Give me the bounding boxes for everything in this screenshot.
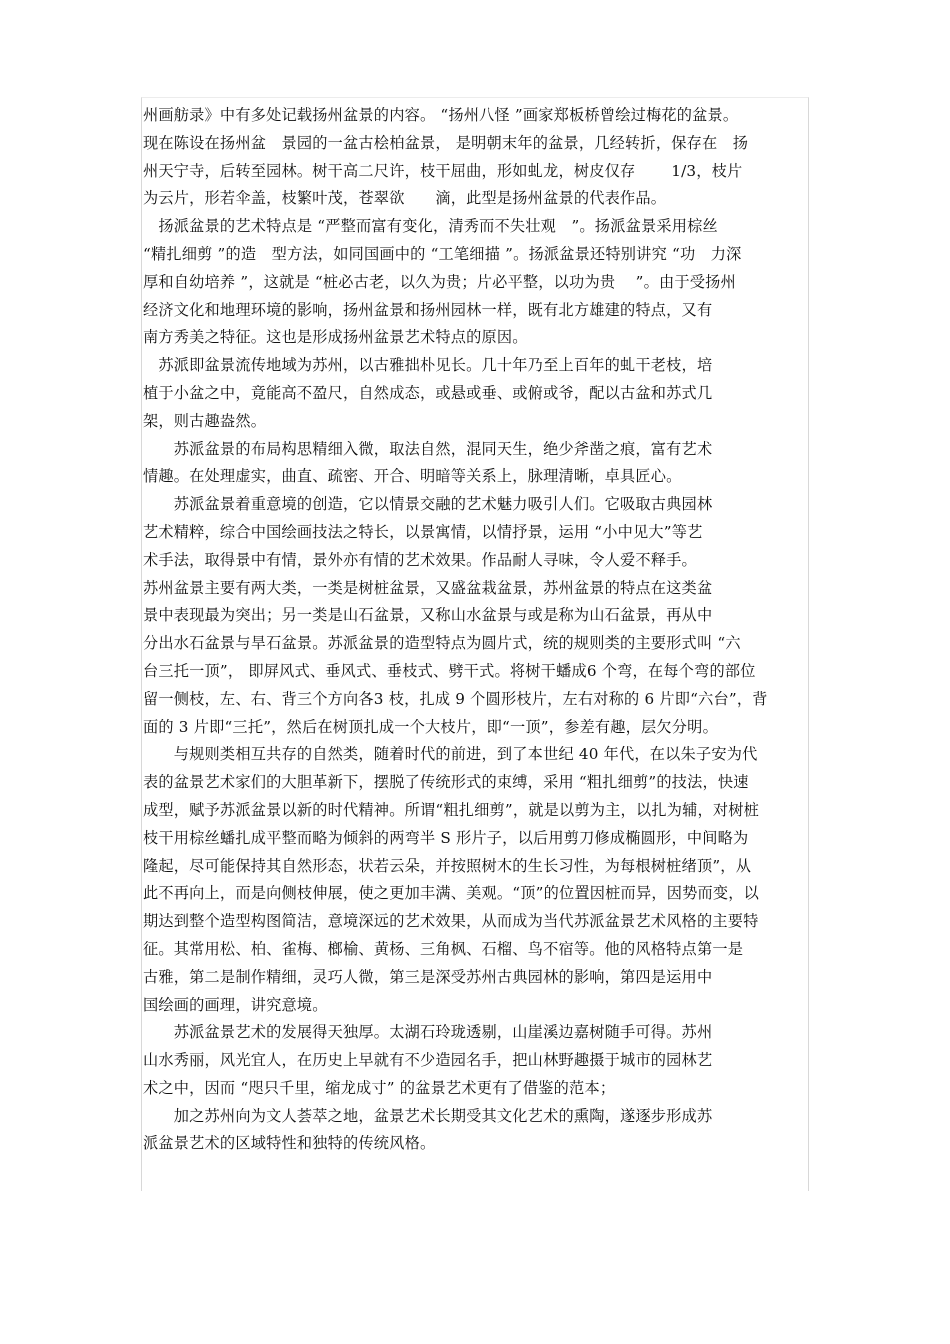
text-line: 苏派即盆景流传地域为苏州，以古雅拙朴见长。几十年乃至上百年的虬干老枝，培 [143,356,713,375]
text-line: 经济文化和地理环境的影响，扬州盆景和扬州园林一样，既有北方雄建的特点，又有 [143,300,713,319]
text-line: 表的盆景艺术家们的大胆革新下，摆脱了传统形式的束缚，采用 “粗扎细剪”的技法，快速 [143,773,749,792]
text-line: 南方秀美之特征。这也是形成扬州盆景艺术特点的原因。 [143,328,528,347]
text-line: 州画舫录》中有多处记载扬州盆景的内容。 “扬州八怪 ”画家郑板桥曾绘过梅花的盆景。 [143,106,739,124]
text-line: 山水秀丽，风光宜人，在历史上早就有不少造园名手，把山林野趣摄于城市的园林艺 [143,1051,713,1070]
text-line: 为云片，形若伞盖，枝繁叶茂，苍翠欲 滴，此型是扬州盆景的代表作品。 [143,189,667,208]
text-line: 加之苏州向为文人荟萃之地，盆景艺术长期受其文化艺术的熏陶，遂逐步形成苏 [143,1106,713,1125]
text-line: 苏州盆景主要有两大类，一类是树桩盆景，又盛盆栽盆景，苏州盆景的特点在这类盆 [143,578,713,597]
text-line: 架，则古趣盎然。 [143,411,267,430]
text-line: 成型，赋予苏派盆景以新的时代精神。所谓“粗扎细剪”，就是以剪为主，以扎为辅，对树桩 [143,800,760,819]
text-line: 征。其常用松、柏、雀梅、榔榆、黄杨、三角枫、石榴、鸟不宿等。他的风格特点第一是 [143,939,744,958]
text-line: 期达到整个造型构图简洁，意境深远的艺术效果，从而成为当代苏派盆景艺术风格的主要特 [143,912,759,931]
text-line: 枝干用棕丝蟠扎成平整而略为倾斜的两弯半 S 形片子，以后用剪刀修成椭圆形，中间略为 [143,828,749,847]
text-line: 与规则类相互共存的自然类，随着时代的前进，到了本世纪 40 年代，在以朱子安为代 [143,745,758,764]
document-body [143,102,807,1158]
text-line: 留一侧枝，左、右、背三个方向各3 枝，扎成 9 个圆形枝片，左右对称的 6 片即“六台”，背 [143,689,768,708]
text-line: 景中表现最为突出；另一类是山石盆景，又称山水盆景与或是称为山石盆景，再从中 [143,606,713,625]
text-line: 植于小盆之中，竟能高不盈尺，自然成态，或悬或垂、或俯或爷，配以古盆和苏式几 [143,383,713,402]
text-line: 台三托一顶”， 即屏风式、垂风式、垂枝式、劈干式。将树干蟠成6 个弯，在每个弯的部位 [143,661,756,680]
text-line: 隆起，尽可能保持其自然形态，状若云朵，并按照树木的生长习性，为每根树桩绪顶”，从 [143,856,752,875]
text-line: 派盆景艺术的区域特性和独特的传统风格。 [143,1134,436,1153]
text-line: 苏派盆景艺术的发展得天独厚。太湖石玲珑透剔，山崖溪边嘉树随手可得。苏州 [143,1023,713,1042]
text-line: 艺术精粹，综合中国绘画技法之特长，以景寓情，以情抒景，运用 “小中见大”等艺 [143,522,703,541]
text-line: 分出水石盆景与旱石盆景。苏派盆景的造型特点为圆片式，统的规则类的主要形式叫 “六 [143,634,741,653]
text-line: 厚和自幼培养 ”，这就是 “桩必古老，以久为贵；片必平整，以功为贵 ”。由于受扬州 [143,272,736,291]
text-line: 现在陈设在扬州盆 景园的一盆古桧柏盆景， 是明朝末年的盆景，几经转折，保存在 扬 [143,133,749,152]
text-line: 此不再向上，而是向侧枝伸展，使之更加丰满、美观。“顶”的位置因桩而异，因势而变，以 [143,884,760,903]
text-line: 州天宁寺，后转至园林。树干高二尺许，枝干屈曲，形如虬龙，树皮仅存 1/3，枝片 [143,161,743,180]
text-line: 面的 3 片即“三托”，然后在树顶扎成一个大枝片，即“一顶”，参差有趣，层欠分明。 [143,717,718,736]
text-line: 术之中，因而 “咫只千里，缩龙成寸” 的盆景艺术更有了借鉴的范本； [143,1078,616,1097]
text-line: “精扎细剪 ”的造 型方法，如同国画中的 “工笔细描 ”。扬派盆景还特别讲究 “功 力深 [143,244,742,263]
text-line: 情趣。在处理虚实，曲直、疏密、开合、明暗等关系上，脉理清晰，卓具匠心。 [143,467,682,486]
text-line: 扬派盆景的艺术特点是 “严整而富有变化，清秀而不失壮观 ”。扬派盆景采用棕丝 [143,217,718,236]
text-line: 国绘画的画理，讲究意境。 [143,995,328,1014]
text-line: 术手法，取得景中有情，景外亦有情的艺术效果。作品耐人寻味，令人爱不释手。 [143,550,697,569]
text-line: 苏派盆景着重意境的创造，它以情景交融的艺术魅力吸引人们。它吸取古典园林 [143,495,713,514]
text-line: 古雅，第二是制作精细，灵巧人微，第三是深受苏州古典园林的影响，第四是运用中 [143,967,713,986]
text-line: 苏派盆景的布局构思精细入微，取法自然，混同天生，绝少斧凿之痕，富有艺术 [143,439,713,458]
